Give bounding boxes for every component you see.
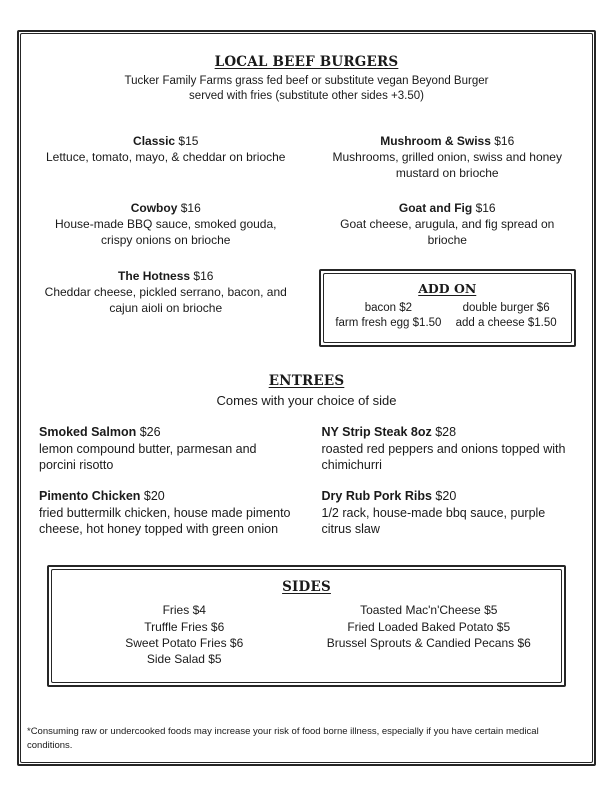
add-on-item-add-a-cheese: add a cheese $1.50 <box>455 317 557 330</box>
side-item-truffle-fries: Truffle Fries $6 <box>144 619 225 634</box>
sides-title-text: SIDES <box>282 579 331 596</box>
burgers-subtitle <box>37 74 576 104</box>
item-header <box>39 424 292 440</box>
section-title-sides <box>62 579 551 595</box>
add-on-item-farm-fresh-egg: farm fresh egg $1.50 <box>335 317 442 330</box>
side-item-fries: Fries $4 <box>162 603 206 618</box>
side-item-sweet-potato-fries: Sweet Potato Fries $6 <box>125 635 244 650</box>
burgers-subtitle-line1: Tucker Family Farms grass fed beef or substitute vegan Beyond Burger <box>124 75 489 87</box>
menu-item-goat-and-fig <box>319 201 577 248</box>
item-name: Dry Rub Pork Ribs <box>321 488 432 503</box>
menu-item-the-hotness <box>37 269 295 347</box>
sides-left-column <box>62 602 307 667</box>
entrees-subtitle: Comes with your choice of side <box>216 392 397 408</box>
item-price: $16 <box>494 133 515 148</box>
menu-item-ny-strip-steak <box>322 424 575 474</box>
item-name: Cowboy <box>130 201 178 216</box>
add-on-grid <box>330 301 566 332</box>
item-description: roasted red peppers and onions topped with chimichurri <box>321 442 566 473</box>
burgers-subtitle-line2: served with fries (substitute other sides +3.50) <box>189 89 424 102</box>
burgers-title-text: LOCAL BEEF BURGERS <box>214 54 399 70</box>
menu-item-classic <box>37 134 295 181</box>
menu-content <box>19 32 594 764</box>
menu-item-cowboy <box>37 201 295 248</box>
sides-box-inner <box>51 569 562 683</box>
item-header <box>37 201 295 217</box>
side-item-loaded-baked-potato: Fried Loaded Baked Potato $5 <box>347 619 511 634</box>
item-price: $20 <box>435 488 457 503</box>
entrees-title-text: ENTREES <box>268 372 345 389</box>
add-on-item-bacon: bacon $2 <box>364 301 413 314</box>
add-on-title <box>330 281 566 296</box>
item-description: Mushrooms, grilled onion, swiss and honey mustard on brioche <box>332 149 562 180</box>
item-price: $16 <box>475 201 496 216</box>
burgers-grid <box>37 134 576 347</box>
item-price: $26 <box>139 424 161 439</box>
item-header <box>322 424 575 440</box>
item-name: Pimento Chicken <box>39 488 141 503</box>
item-price: $16 <box>180 201 201 216</box>
item-name: The Hotness <box>118 268 191 283</box>
add-on-title-text: ADD ON <box>418 280 477 296</box>
item-header <box>319 134 577 150</box>
section-title-entrees <box>37 373 576 389</box>
item-description: 1/2 rack, house-made bbq sauce, purple citrus slaw <box>321 505 546 537</box>
menu-item-smoked-salmon <box>39 424 292 474</box>
add-on-item-double-burger: double burger $6 <box>462 301 550 314</box>
menu-item-dry-rub-pork-ribs <box>322 488 575 538</box>
item-price: $20 <box>143 488 165 503</box>
side-item-mac-n-cheese: Toasted Mac'n'Cheese $5 <box>360 603 498 618</box>
item-name: Smoked Salmon <box>39 424 137 439</box>
side-item-side-salad: Side Salad $5 <box>146 651 222 666</box>
item-description: fried buttermilk chicken, house made pimento cheese, hot honey topped with green onion <box>39 505 291 537</box>
menu-item-mushroom-swiss <box>319 134 577 181</box>
add-on-box-inner <box>323 273 573 343</box>
section-title-burgers <box>37 54 576 70</box>
item-header <box>322 488 575 504</box>
item-name: NY Strip Steak 8oz <box>321 424 432 439</box>
item-name: Classic <box>133 133 176 148</box>
item-description: House-made BBQ sauce, smoked gouda, crispy onions on brioche <box>55 217 277 248</box>
item-header <box>37 134 295 150</box>
page-border <box>17 30 596 766</box>
item-name: Goat and Fig <box>398 201 473 216</box>
footnote-disclaimer: *Consuming raw or undercooked foods may increase your risk of food borne illness, especially if you have certain medical conditions. <box>27 726 539 751</box>
item-header <box>37 269 295 285</box>
sides-right-column <box>307 602 552 667</box>
item-description: Goat cheese, arugula, and fig spread on brioche <box>340 217 555 248</box>
item-description: lemon compound butter, parmesan and porcini risotto <box>39 442 257 473</box>
item-price: $16 <box>193 268 214 283</box>
side-item-brussel-sprouts: Brussel Sprouts & Candied Pecans $6 <box>326 635 531 650</box>
sides-grid <box>62 602 551 667</box>
item-header <box>319 201 577 217</box>
item-price: $15 <box>178 133 199 148</box>
add-on-box <box>319 269 577 347</box>
item-price: $28 <box>435 424 457 439</box>
item-description: Cheddar cheese, pickled serrano, bacon, and cajun aioli on brioche <box>44 284 287 315</box>
menu-item-pimento-chicken <box>39 488 292 538</box>
item-header <box>39 488 292 504</box>
sides-box <box>47 565 566 687</box>
entrees-grid <box>37 424 576 538</box>
item-name: Mushroom & Swiss <box>380 133 491 148</box>
item-description: Lettuce, tomato, mayo, & cheddar on brioche <box>46 149 286 164</box>
